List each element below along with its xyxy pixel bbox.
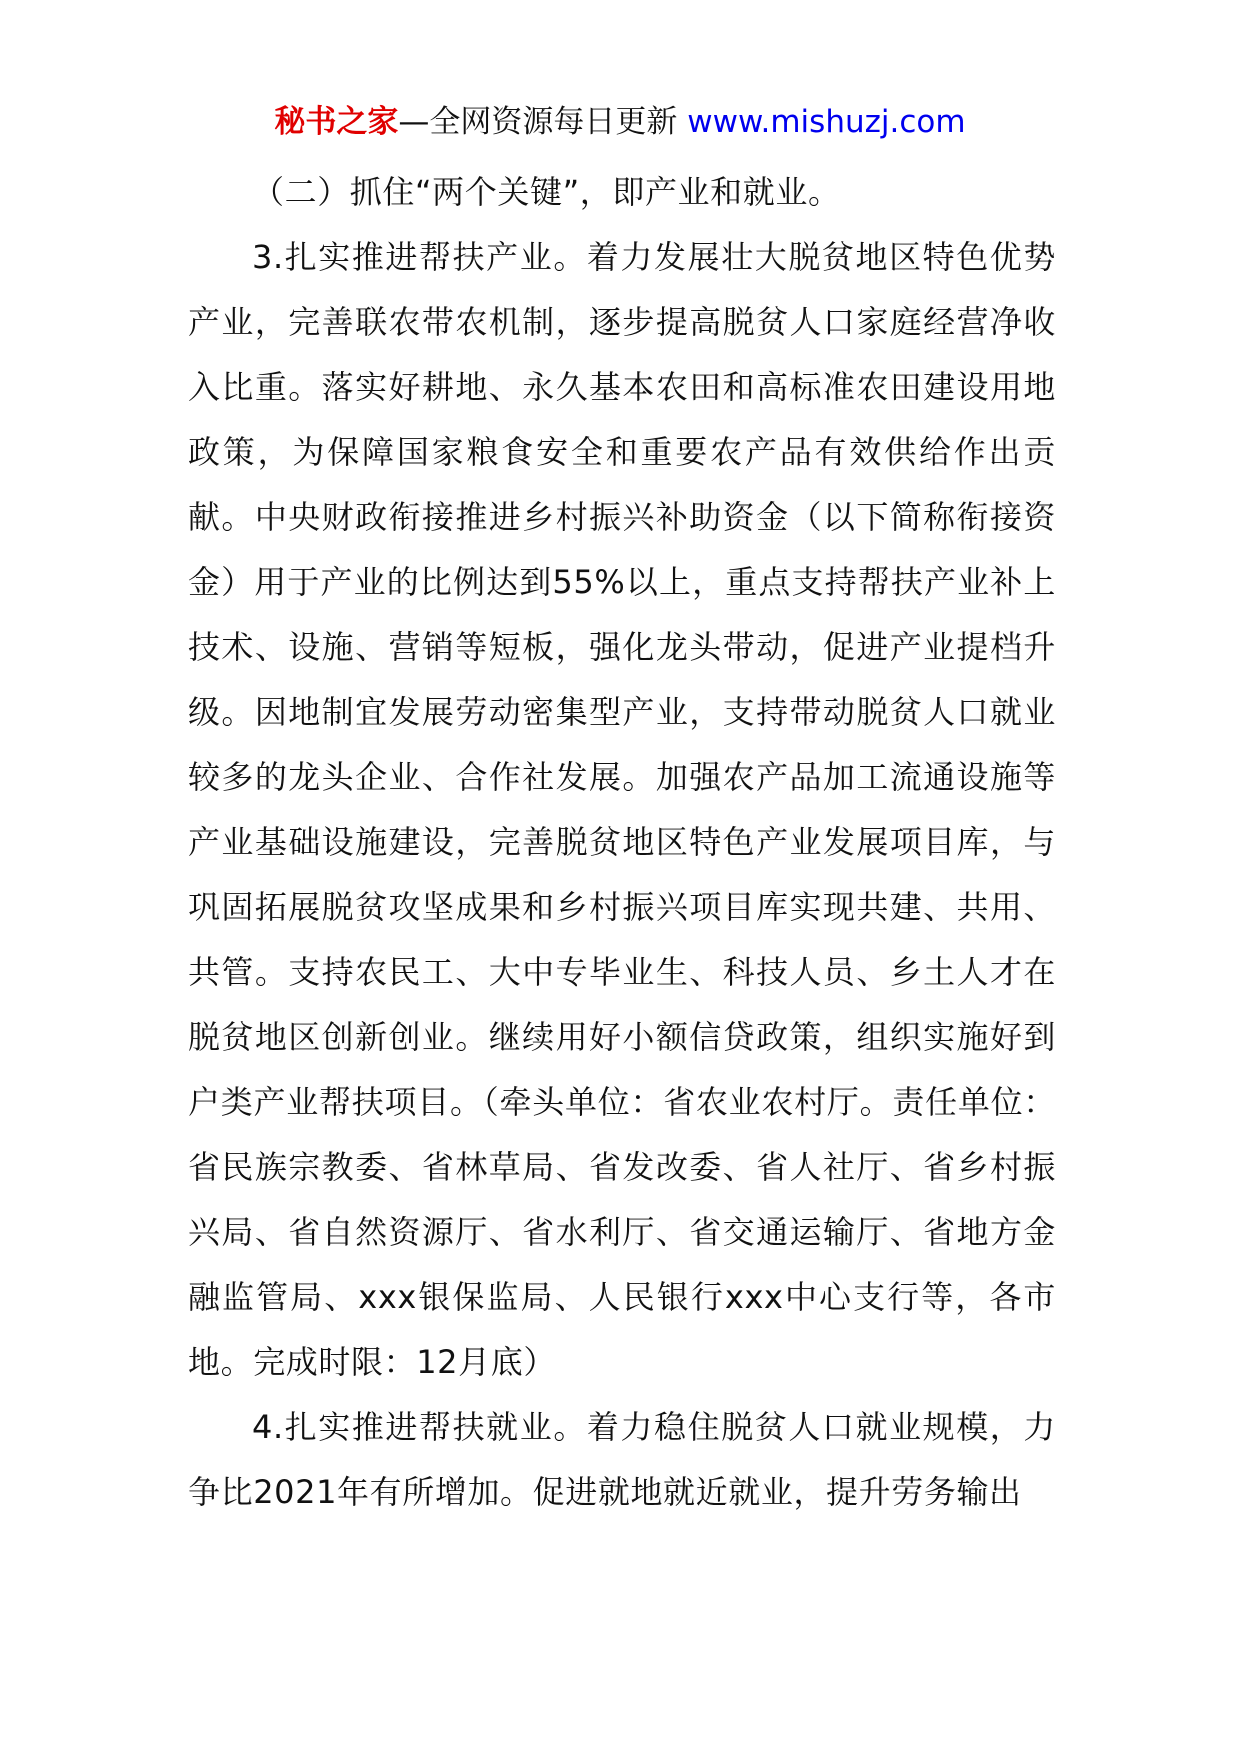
site-url-link[interactable]: www.mishuzj.com bbox=[687, 104, 966, 140]
site-brand: 秘书之家 bbox=[274, 104, 399, 140]
paragraph-item-3: 3.扎实推进帮扶产业。着力发展壮大脱贫地区特色优势产业，完善联农带农机制，逐步提高脱贫人口家庭经营净收入比重。落实好耕地、永久基本农田和高标准农田建设用地政策，为保障国家粮食安全和重要农产品有效供给作出贡献。中央财政衔接推进乡村振兴补助资金（以下简称衔接资金）用于产业的比例达到55%以上，重点支持帮扶产业补上技术、设施、营销等短板，强化龙头带动，促进产业提档升级。因地制宜发展劳动密集型产业，支持带动脱贫人口就业较多的龙头企业、合作社发展。加强农产品加工流通设施等产业基础设施建设，完善脱贫地区特色产业发展项目库，与巩固拓展脱贫攻坚成果和乡村振兴项目库实现共建、共用、共管。支持农民工、大中专毕业生、科技人员、乡土人才在脱贫地区创新创业。继续用好小额信贷政策，组织实施好到户类产业帮扶项目。（牵头单位：省农业农村厅。责任单位：省民族宗教委、省林草局、省发改委、省人社厅、省乡村振兴局、省自然资源厅、省水利厅、省交通运输厅、省地方金融监管局、xxx银保监局、人民银行xxx中心支行等，各市地。完成时限：12月底） bbox=[188, 238, 1056, 1381]
paragraph-item-4: 4.扎实推进帮扶就业。着力稳住脱贫人口就业规模，力争比2021年有所增加。促进就地就近就业，提升劳务输出 bbox=[188, 1408, 1056, 1511]
site-header bbox=[0, 100, 1240, 144]
site-slogan: —全网资源每日更新 bbox=[398, 104, 678, 140]
section-heading: （二）抓住“两个关键”，即产业和就业。 bbox=[252, 173, 841, 211]
document-body bbox=[188, 160, 1056, 1525]
